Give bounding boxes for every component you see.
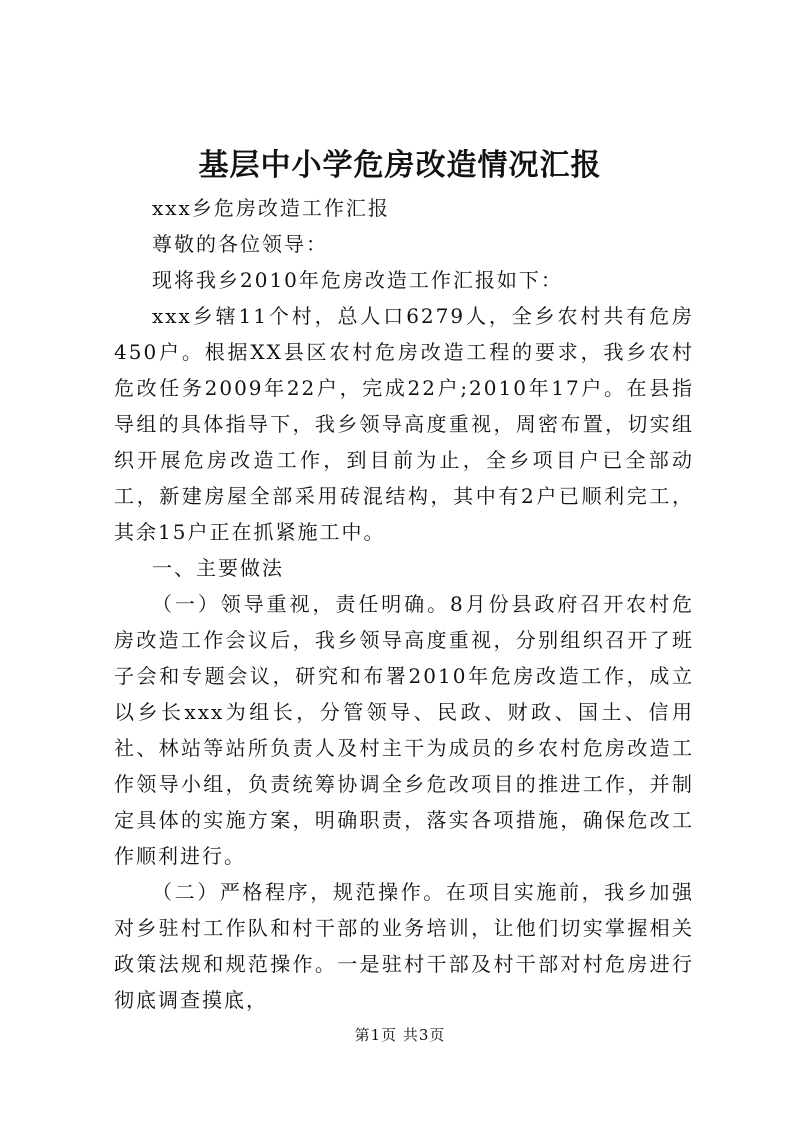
document-title: 基层中小学危房改造情况汇报 (198, 148, 602, 183)
paragraph-salutation: 尊敬的各位领导： (152, 232, 328, 256)
section-heading-main-practices: 一、主要做法 (152, 556, 284, 580)
document-body (114, 190, 694, 1018)
page-footer: 第1页 共3页 (354, 1026, 446, 1044)
paragraph-heading-line: xxx乡危房改造工作汇报 (152, 196, 390, 220)
paragraph-leadership: （一）领导重视，责任明确。8月份县政府召开农村危房改造工作会议后，我乡领导高度重视，分别组织召开了班子会和专题会议，研究和布署2010年危房改造工作，成立以乡长xxx为组长，分管领导、民政、财政、国土、信用社、林站等站所负责人及村主干为成员的乡农村危房改造工作领导小组，负责统筹协调全乡危改项目的推进工作，并制定具体的实施方案，明确职责，落实各项措施，确保危改工作顺利进行。 (114, 592, 694, 868)
paragraph-intro: 现将我乡2010年危房改造工作汇报如下： (152, 268, 563, 292)
paragraph-overview: xxx乡辖11个村，总人口6279人，全乡农村共有危房450户。根据XX县区农村危房改造工程的要求，我乡农村危改任务2009年22户，完成22户;2010年17户。在县指导组的具体指导下，我乡领导高度重视，周密布置，切实组织开展危房改造工作，到目前为止，全乡项目户已全部动工，新建房屋全部采用砖混结构，其中有2户已顺利完工，其余15户正在抓紧施工中。 (114, 304, 694, 544)
paragraph-procedures: （二）严格程序，规范操作。在项目实施前，我乡加强对乡驻村工作队和村干部的业务培训，让他们切实掌握相关政策法规和规范操作。一是驻村干部及村干部对村危房进行彻底调查摸底， (114, 880, 694, 1012)
